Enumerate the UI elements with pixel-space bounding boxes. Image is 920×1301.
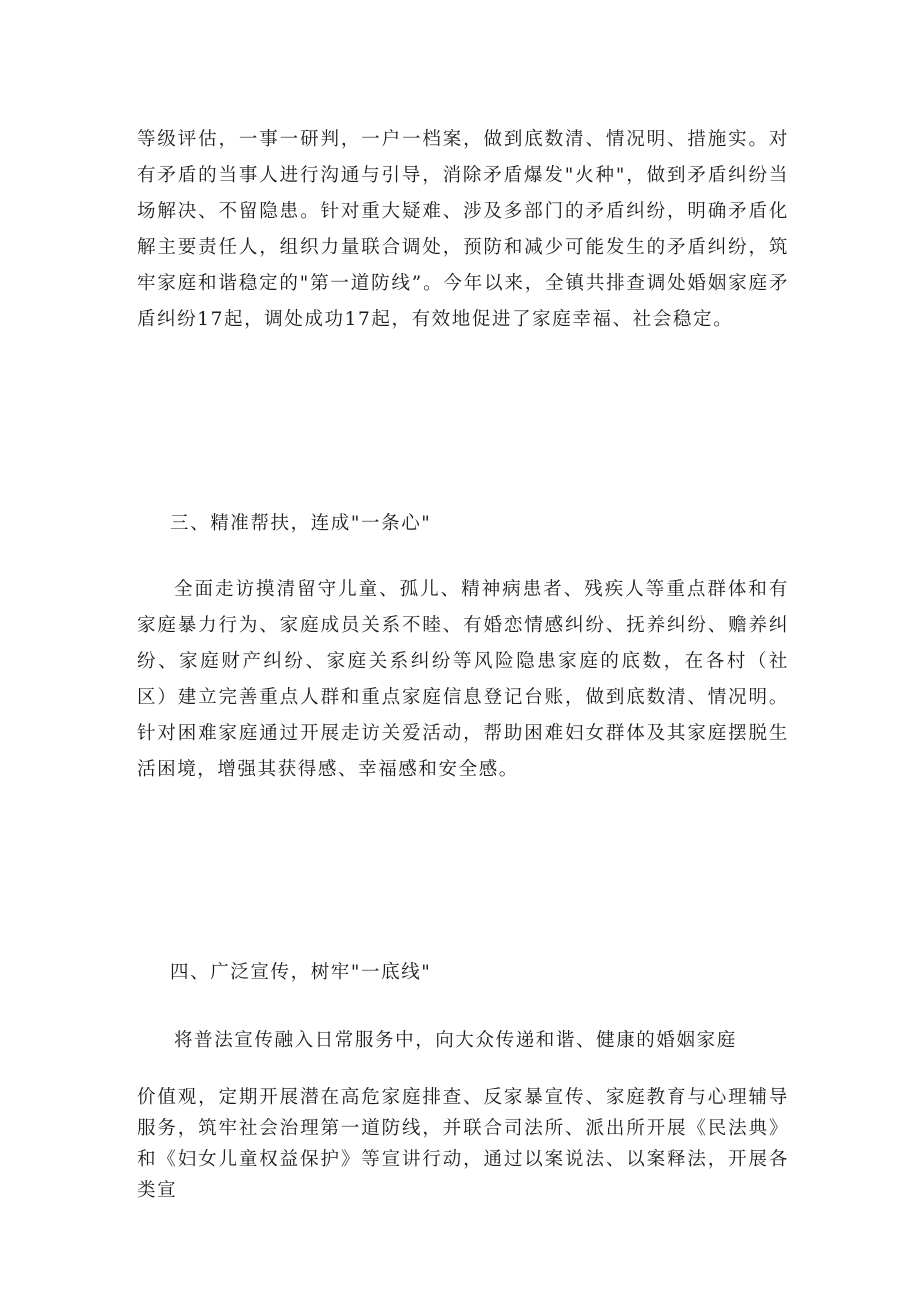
section-4-body-rest: 价值观，定期开展潜在高危家庭排查、反家暴宣传、家庭教育与心理辅导服务，筑牢社会治理第一道防线，并联合司法所、派出所开展《民法典》和《妇女儿童权益保护》等宣讲行动，通过以案说法、以案释法，开展各类宣 bbox=[137, 1087, 789, 1201]
section-3-body: 全面走访摸清留守儿童、孤儿、精神病患者、残疾人等重点群体和有家庭暴力行为、家庭成员关系不睦、有婚恋情感纠纷、抚养纠纷、赡养纠纷、家庭财产纠纷、家庭关系纠纷等风险隐患家庭的底数，在各村（社区）建立完善重点人群和重点家庭信息登记台账，做到底数清、情况明。针对困难家庭通过开展走访关爱活动，帮助困难妇女群体及其家庭摆脱生活困境，增强其获得感、幸福感和安全感。 bbox=[137, 579, 789, 780]
paragraph-1: 等级评估，一事一研判，一户一档案，做到底数清、情况明、措施实。对有矛盾的当事人进行沟通与引导，消除矛盾爆发"火种"，做到矛盾纠纷当场解决、不留隐患。针对重大疑难、涉及多部门的矛盾纠纷，明确矛盾化解主要责任人，组织力量联合调处，预防和减少可能发生的矛盾纠纷，筑牢家庭和谐稳定的"第一道防线”。今年以来，全镇共排查调处婚姻家庭矛盾纠纷17起，调处成功17起，有效地促进了家庭幸福、社会稳定。 bbox=[137, 129, 789, 330]
section-3-heading: 三、精准帮扶，连成"一条心" bbox=[170, 513, 432, 534]
section-4-heading: 四、广泛宣传，树牢"一底线" bbox=[170, 962, 432, 983]
section-4-body-line-1: 将普法宣传融入日常服务中，向大众传递和谐、健康的婚姻家庭 bbox=[174, 1030, 737, 1051]
